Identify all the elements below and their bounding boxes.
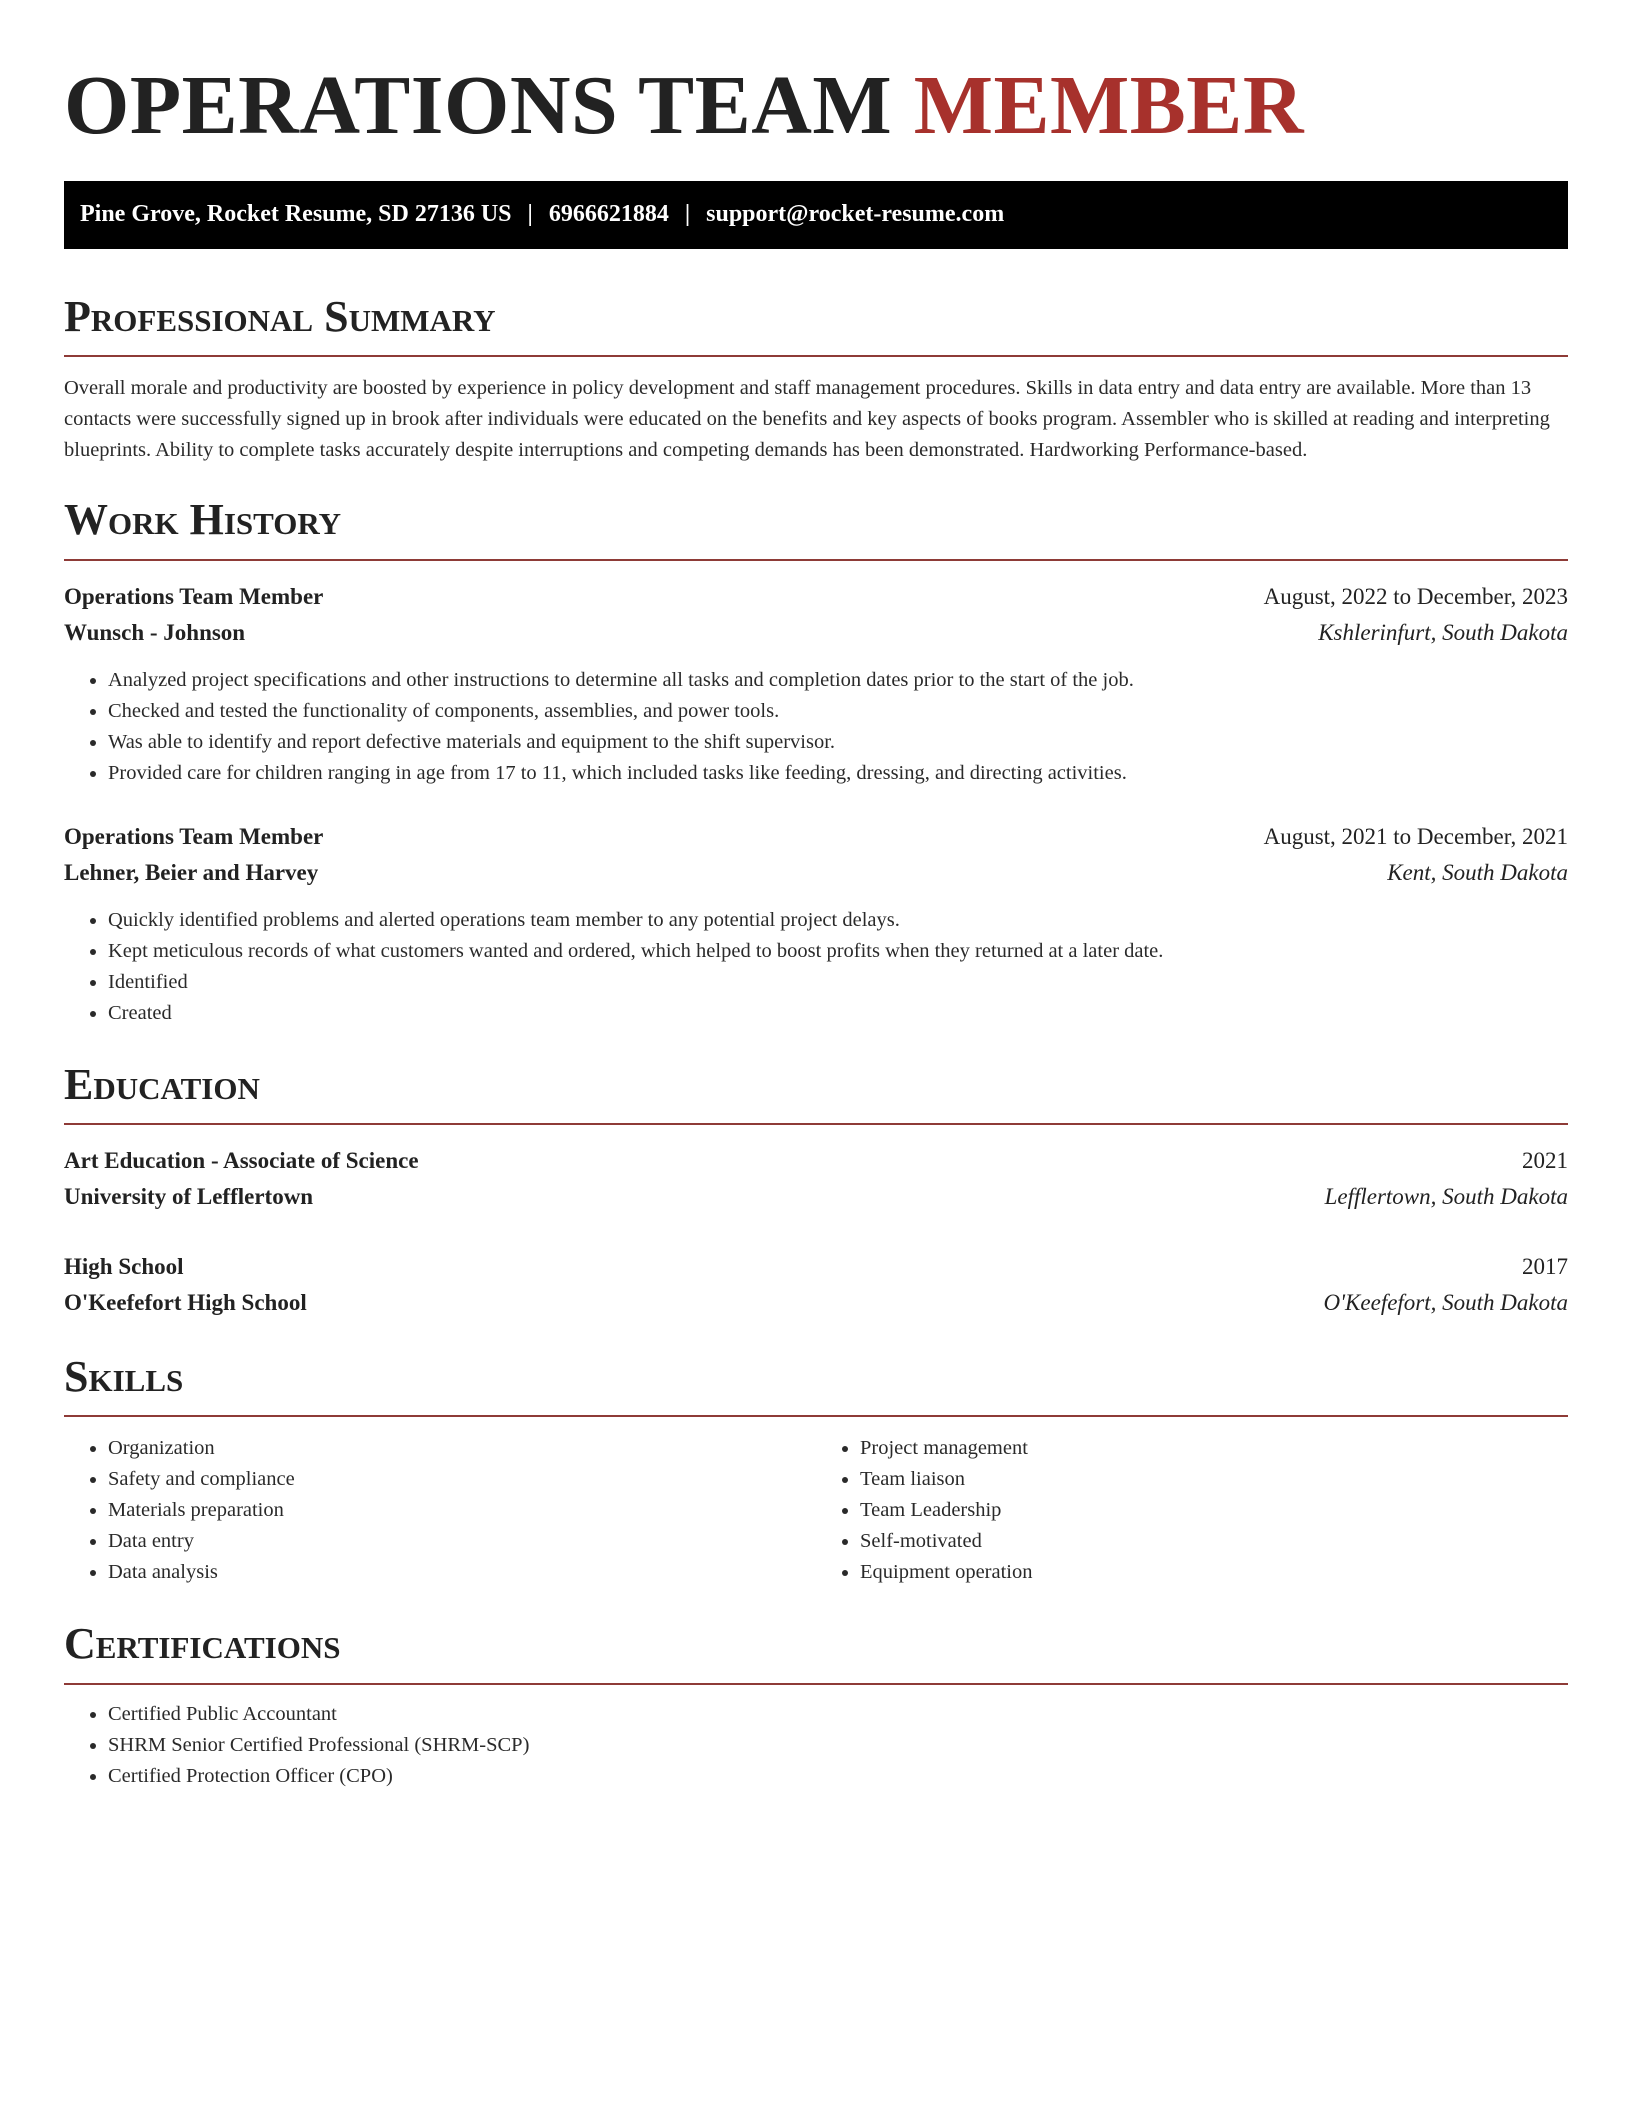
- section-divider: [64, 559, 1568, 561]
- job-dates: August, 2021 to December, 2021: [1263, 823, 1568, 849]
- job-entry: [64, 579, 1568, 789]
- job-header-row: [64, 579, 1568, 615]
- job-bullet: • Provided care for children ranging in age from 17 to 11, which included tasks like feeding, dressing, and directing activities.: [108, 758, 1568, 789]
- education-school: University of Lefflertown: [64, 1183, 314, 1209]
- education-location: Lefflertown, South Dakota: [1324, 1183, 1568, 1209]
- skill-item: • Materials preparation: [108, 1495, 816, 1526]
- job-bullet: • Was able to identify and report defective materials and equipment to the shift supervisor.: [108, 727, 1568, 758]
- name-part1: OPERATIONS TEAM: [64, 59, 893, 152]
- education-header-row: [64, 1143, 1568, 1179]
- job-company-row: [64, 855, 1568, 891]
- skill-item: • Team Leadership: [860, 1495, 1568, 1526]
- skill-item: • Data entry: [108, 1526, 816, 1557]
- resume-name: [64, 56, 1568, 157]
- section-divider: [64, 1415, 1568, 1417]
- skills-list-right: [816, 1433, 1568, 1588]
- job-bullet: • Identified: [108, 967, 1568, 998]
- skills-list-left: [64, 1433, 816, 1588]
- education-entry: [64, 1143, 1568, 1215]
- section-title-skills: Skills: [64, 1351, 184, 1401]
- section-divider: [64, 355, 1568, 357]
- job-position: Operations Team Member: [64, 823, 324, 849]
- job-dates: August, 2022 to December, 2023: [1263, 583, 1568, 609]
- job-bullet-list: [64, 905, 1568, 1029]
- job-company: Wunsch - Johnson: [64, 619, 246, 645]
- education-year: 2017: [1522, 1253, 1568, 1279]
- job-bullet: • Quickly identified problems and alerted operations team member to any potential project delays.: [108, 905, 1568, 936]
- education-location: O'Keefefort, South Dakota: [1323, 1289, 1568, 1315]
- job-location: Kshlerinfurt, South Dakota: [1318, 619, 1568, 645]
- certifications-list: [64, 1699, 1568, 1792]
- section-title-summary: Professional Summary: [64, 291, 496, 341]
- contact-bar: [64, 181, 1568, 249]
- certification-item: • Certified Protection Officer (CPO): [108, 1761, 1568, 1792]
- education-header-row: [64, 1249, 1568, 1285]
- skill-item: • Team liaison: [860, 1464, 1568, 1495]
- skill-item: • Safety and compliance: [108, 1464, 816, 1495]
- job-location: Kent, South Dakota: [1387, 859, 1568, 885]
- job-bullet: • Analyzed project specifications and other instructions to determine all tasks and completion dates prior to the start of the job.: [108, 665, 1568, 696]
- job-bullet: • Kept meticulous records of what customers wanted and ordered, which helped to boost profits when they returned at a later date.: [108, 936, 1568, 967]
- section-divider: [64, 1683, 1568, 1685]
- contact-address: Pine Grove, Rocket Resume, SD 27136 US: [80, 201, 512, 228]
- section-title-education: Education: [64, 1059, 260, 1109]
- certification-item: • Certified Public Accountant: [108, 1699, 1568, 1730]
- section-divider: [64, 1123, 1568, 1125]
- skill-item: • Project management: [860, 1433, 1568, 1464]
- education-degree: Art Education - Associate of Science: [64, 1147, 419, 1173]
- skill-item: • Self-motivated: [860, 1526, 1568, 1557]
- contact-separator: |: [527, 201, 533, 228]
- education-entry: [64, 1249, 1568, 1321]
- job-bullet: • Created: [108, 998, 1568, 1029]
- contact-email: support@rocket-resume.com: [706, 201, 1005, 228]
- job-bullet-list: [64, 665, 1568, 789]
- job-bullet: • Checked and tested the functionality of components, assemblies, and power tools.: [108, 696, 1568, 727]
- job-company: Lehner, Beier and Harvey: [64, 859, 319, 885]
- education-school-row: [64, 1179, 1568, 1215]
- job-header-row: [64, 819, 1568, 855]
- name-part2: MEMBER: [913, 59, 1304, 152]
- job-company-row: [64, 615, 1568, 651]
- skill-item: • Data analysis: [108, 1557, 816, 1588]
- job-position: Operations Team Member: [64, 583, 324, 609]
- education-degree: High School: [64, 1253, 184, 1279]
- job-entry: [64, 819, 1568, 1029]
- education-year: 2021: [1522, 1147, 1568, 1173]
- skills-columns: [64, 1433, 1568, 1588]
- contact-phone: 6966621884: [548, 201, 669, 228]
- section-title-certifications: Certifications: [64, 1619, 341, 1669]
- summary-text: Overall morale and productivity are boosted by experience in policy development and staff management procedures. Skills in data entry and data entry are available. More than 13 contacts were successfully signed up in brook after individuals were educated on the benefits and key aspects of books program. Assembler who is skilled at reading and interpreting blueprints. Ability to complete tasks accurately despite interruptions and competing demands has been demonstrated. Hardworking Performance-based.: [64, 377, 1550, 462]
- certification-item: • SHRM Senior Certified Professional (SHRM-SCP): [108, 1730, 1568, 1761]
- education-school-row: [64, 1285, 1568, 1321]
- contact-separator: |: [684, 201, 691, 228]
- skill-item: • Organization: [108, 1433, 816, 1464]
- education-school: O'Keefefort High School: [64, 1289, 307, 1315]
- skill-item: • Equipment operation: [860, 1557, 1568, 1588]
- section-title-work-history: Work History: [64, 495, 342, 545]
